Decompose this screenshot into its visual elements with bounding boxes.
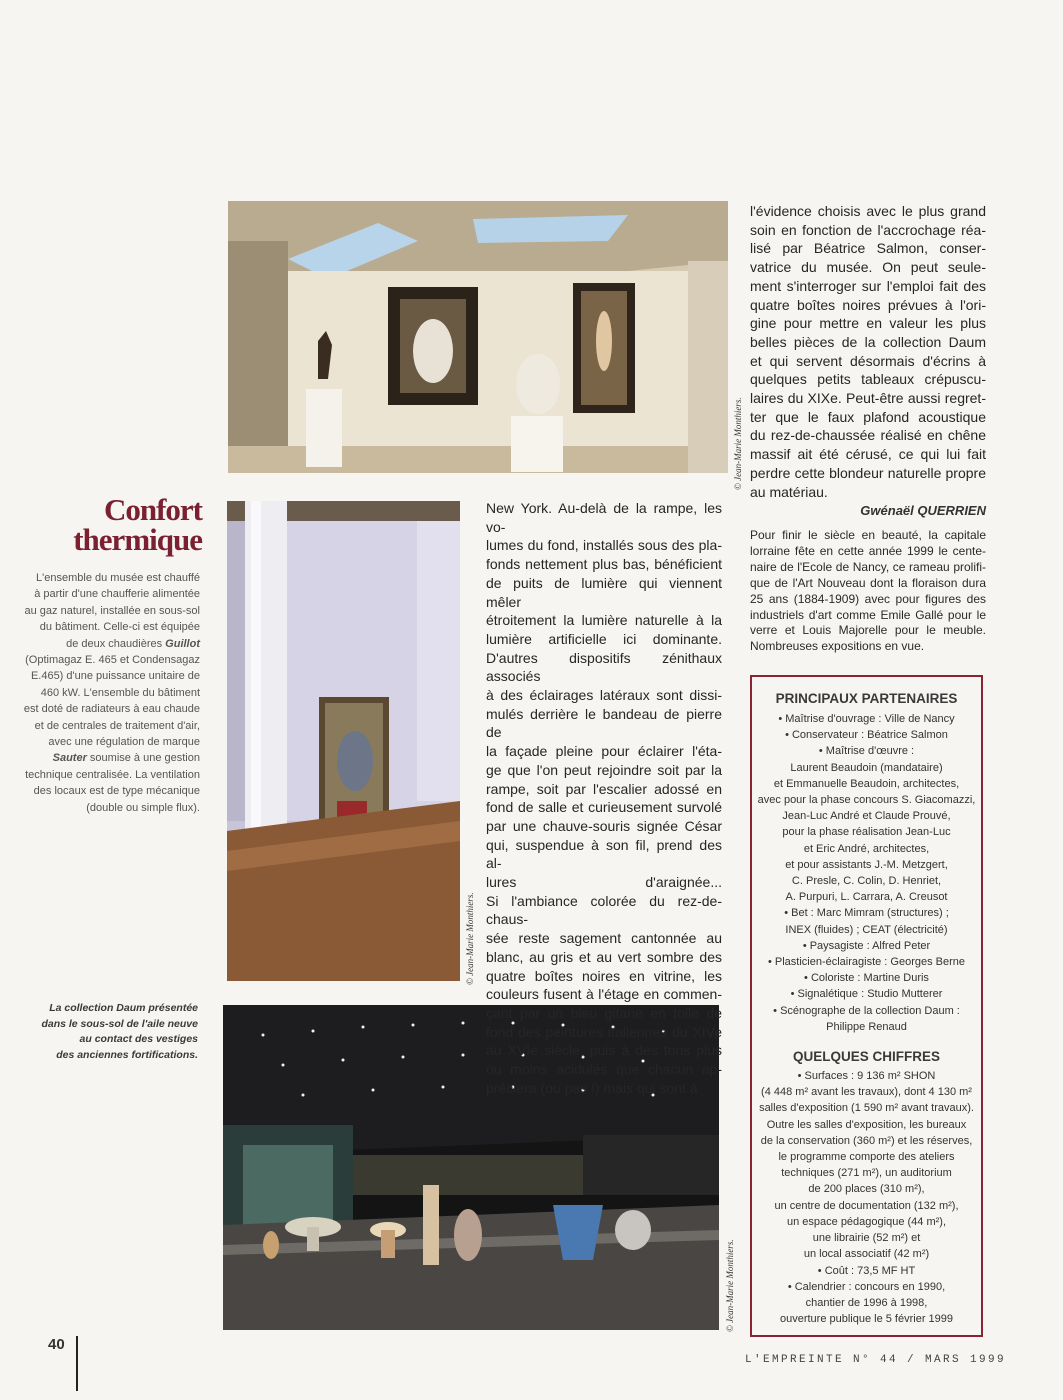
article-line: la façade pleine pour éclairer l'éta- [486, 743, 722, 760]
article-line: lorraine fête en cette année 1999 le cente- [750, 543, 986, 558]
article-line: Nombreuses expositions en vue. [750, 639, 925, 654]
sidebar-line: à partir d'une chaufferie alimentée [34, 588, 200, 601]
figure-entry: un local associatif (42 m²) [803, 1248, 930, 1261]
figure-entry: techniques (271 m²), un auditorium [781, 1167, 952, 1180]
sidebar-heading-line: Confort [103, 492, 202, 527]
magazine-folio: L'EMPREINTE N° 44 / MARS 1999 [745, 1354, 1007, 1366]
photo-credit: © Jean-Marie Monthiers. [733, 397, 743, 490]
figure-entry: une librairie (52 m²) et [812, 1232, 921, 1245]
article-line: quatre boîtes noires prévues à l'ori- [750, 296, 986, 313]
sidebar-line: 460 kW. L'ensemble du bâtiment [40, 686, 200, 699]
article-line: fond de salle et curieusement survolé [486, 799, 722, 816]
sidebar-body [22, 570, 200, 816]
sidebar-line-text: soumise à une gestion [86, 752, 200, 765]
sidebar-line: (Optimagaz E. 465 et Condensagaz [25, 654, 200, 667]
article-line: soin en fonction de l'accrochage réa- [750, 221, 986, 238]
brand-name: Sauter [52, 752, 87, 765]
caption-line: des anciennes fortifications. [56, 1048, 198, 1061]
partner-entry: Laurent Beaudoin (mandataire) [790, 761, 943, 774]
partner-entry: pour la phase réalisation Jean-Luc [782, 826, 951, 839]
sidebar-line: du bâtiment. Celle-ci est équipée [39, 621, 200, 634]
sidebar-line: (double ou simple flux). [86, 801, 200, 814]
figure-entry: • Surfaces : 9 136 m² SHON [797, 1070, 936, 1083]
article-line: verre et Louis Majorelle pour le meuble. [750, 623, 986, 638]
article-line: çant par un bleu gitane en toile de [486, 1004, 722, 1021]
article-line: New York. Au-delà de la rampe, les vo- [486, 500, 722, 535]
article-line: Pour finir le siècle en beauté, la capitale [750, 528, 986, 542]
figure-entry: de la conservation (360 m²) et les réserves, [760, 1134, 973, 1147]
figure-entry: un centre de documentation (132 m²), [774, 1199, 959, 1212]
partner-entry: • Signalétique : Studio Mutterer [790, 988, 943, 1001]
article-line: ter que le faux plafond acoustique [750, 408, 986, 425]
partner-entry: • Bet : Marc Mimram (structures) ; [784, 907, 949, 920]
partner-entry: • Plasticien-éclairagiste : Georges Berne [767, 956, 966, 969]
sidebar-line: L'ensemble du musée est chauffé [36, 572, 200, 584]
sidebar-line: des locaux est de type mécanique [33, 785, 200, 798]
brand-name: Guillot [165, 637, 200, 650]
partner-entry: Philippe Renaud [826, 1020, 907, 1033]
sidebar-line [22, 750, 200, 766]
article-line: blanc, au gris et au vert sombre des [486, 948, 722, 965]
article-line: ou moins acidulés que chacun ap- [486, 1061, 722, 1078]
article-line: 25 ans (1884-1909) avec pour figures des [750, 591, 986, 606]
article-line: du rez-de-chaussée réalisé en chêne [750, 427, 986, 444]
article-line: belles pièces de la collection Daum [750, 333, 986, 350]
caption-line: au contact des vestiges [79, 1033, 198, 1045]
partners-list [752, 711, 981, 1035]
article-line: Si l'ambiance colorée du rez-de-chaus- [486, 892, 722, 928]
article-line: gine pour mettre en valeur les plus [750, 315, 986, 332]
figures-heading: QUELQUES CHIFFRES [792, 1049, 940, 1065]
sidebar-heading [60, 492, 202, 557]
article-line: lisé par Béatrice Salmon, conser- [750, 240, 986, 257]
figures-list [752, 1068, 981, 1327]
partners-box [750, 675, 983, 1337]
article-line: quatre boîtes noires en vitrine, les [486, 967, 722, 984]
figure-entry: chantier de 1996 à 1998, [805, 1296, 928, 1309]
figure-entry: ouverture publique le 5 février 1999 [779, 1313, 954, 1326]
article-line: au matériau. [750, 483, 828, 500]
partner-entry: INEX (fluides) ; CEAT (électricité) [785, 923, 948, 936]
sidebar-line: est doté de radiateurs à eau chaude [23, 703, 200, 716]
article-line: fonds nettement plus bas, bénéficient [486, 556, 722, 573]
figure-entry: Outre les salles d'exposition, les bureaux [766, 1118, 967, 1131]
article-line: perdre cette blondeur naturelle propre [750, 464, 986, 481]
figure-entry: un espace pédagogique (44 m²), [787, 1215, 946, 1228]
partner-entry: • Scénographe de la collection Daum : [773, 1004, 960, 1017]
article-line: lumes du fond, installés sous des pla- [486, 537, 722, 554]
partner-entry: • Conservateur : Béatrice Salmon [785, 729, 948, 742]
figure-entry: de 200 places (310 m²), [808, 1183, 925, 1196]
article-line: étroitement la lumière naturelle à la [486, 612, 722, 629]
partners-heading: PRINCIPAUX PARTENAIRES [775, 691, 958, 706]
article-line: que de l'Art Nouveau dont la floraison dura [750, 575, 986, 590]
photo-credit: © Jean-Marie Monthiers. [465, 892, 475, 985]
article-line: et qui servent désormais d'écrins à [750, 352, 986, 369]
article-line: ment s'interroger sur l'emploi fait des [750, 277, 986, 294]
sidebar-line: E.465) d'une puissance unitaire de [30, 670, 200, 683]
article-line: naire de l'Ecole de Nancy, ce rameau prolifi- [750, 559, 986, 574]
article-line: quelques petits tableaux crépuscu- [750, 371, 986, 388]
partner-entry: • Maîtrise d'œuvre : [818, 745, 915, 758]
sidebar-line: technique centralisée. La ventilation [25, 768, 200, 781]
figure-entry: le programme comporte des ateliers [778, 1151, 955, 1164]
article-line: ge que l'on peut rejoindre soit par la [486, 761, 722, 778]
article-line: au XVIe siècle, puis à des tons plus [486, 1042, 722, 1059]
article-line: D'autres dispositifs zénithaux associés [486, 649, 722, 685]
figure-entry: • Coût : 73,5 MF HT [817, 1264, 916, 1277]
partner-entry: et Emmanuelle Beaudoin, architectes, [773, 777, 960, 790]
page-divider [76, 1336, 78, 1391]
article-line: fond des peintures italiennes du XIVe [486, 1023, 722, 1040]
article-closing-paragraph [750, 528, 986, 655]
photo-column-room [227, 501, 460, 981]
sidebar-line: avec une régulation de marque [48, 736, 200, 749]
partner-entry: • Paysagiste : Alfred Peter [802, 939, 931, 952]
partner-entry: • Maîtrise d'ouvrage : Ville de Nancy [778, 713, 955, 725]
article-line: préciera (ou pas !) mais qui sont à [486, 1079, 698, 1096]
figure-entry: (4 448 m² avant les travaux), dont 4 130 m² [761, 1086, 972, 1099]
photo-caption [40, 1001, 198, 1063]
article-line: couleurs fusent à l'étage en commen- [486, 986, 722, 1003]
article-line: de puits de lumière qui viennent mêler [486, 574, 722, 610]
caption-line: dans le sous-sol de l'aile neuve [41, 1017, 198, 1030]
caption-line: La collection Daum présentée [49, 1002, 198, 1014]
article-line: rampe, soit par l'escalier adossé en [486, 780, 722, 797]
article-line: qui, suspendue à son fil, prend des al- [486, 836, 722, 872]
sidebar-line: et de centrales de traitement d'air, [34, 719, 200, 732]
author-signature: Gwénaël QUERRIEN [860, 503, 986, 518]
sidebar-line-text: de deux chaudières [66, 637, 166, 650]
partner-entry: Jean-Luc André et Claude Prouvé, [782, 810, 951, 823]
article-line: laires du XIXe. Peut-être aussi regret- [750, 390, 986, 407]
partner-entry: C. Presle, C. Colin, D. Henriet, [791, 875, 942, 888]
partner-entry: et pour assistants J.-M. Metzgert, [785, 858, 948, 871]
article-line: industriels d'art comme Emile Gallé pour le [750, 607, 986, 622]
article-column-middle [486, 499, 722, 1098]
sidebar-line: au gaz naturel, installée en sous-sol [24, 604, 200, 617]
article-line: à des éclairages latéraux sont dissi- [486, 687, 722, 704]
figure-entry: salles d'exposition (1 590 m² avant travaux). [759, 1102, 974, 1115]
article-line: lumière artificielle ici dominante. [486, 630, 722, 647]
article-line: lures d'araignée... [486, 874, 722, 891]
partner-entry: et Eric André, architectes, [803, 842, 930, 855]
partner-entry: • Coloriste : Martine Duris [804, 972, 929, 985]
partner-entry: avec pour la phase concours S. Giacomazzi, [757, 794, 976, 807]
sidebar-heading-line: thermique [73, 522, 202, 557]
figure-entry: • Calendrier : concours en 1990, [787, 1280, 946, 1293]
photo-gallery-paintings [228, 201, 728, 473]
article-line: sée reste sagement cantonnée au [486, 930, 722, 947]
page-number: 40 [48, 1336, 65, 1353]
article-line: vatrice du musée. On peut seule- [750, 259, 986, 276]
article-line: l'évidence choisis avec le plus grand [750, 203, 986, 219]
article-line: par une chauve-souris signée César [486, 817, 722, 834]
article-line: mulés derrière le bandeau de pierre de [486, 705, 722, 741]
photo-credit: © Jean-Marie Monthiers. [725, 1239, 735, 1332]
article-line: massif ait été cérusé, ce qui lui fait [750, 446, 986, 463]
sidebar-line [22, 636, 200, 652]
article-column-right [750, 202, 986, 501]
partner-entry: A. Purpuri, L. Carrara, A. Creusot [785, 891, 948, 904]
